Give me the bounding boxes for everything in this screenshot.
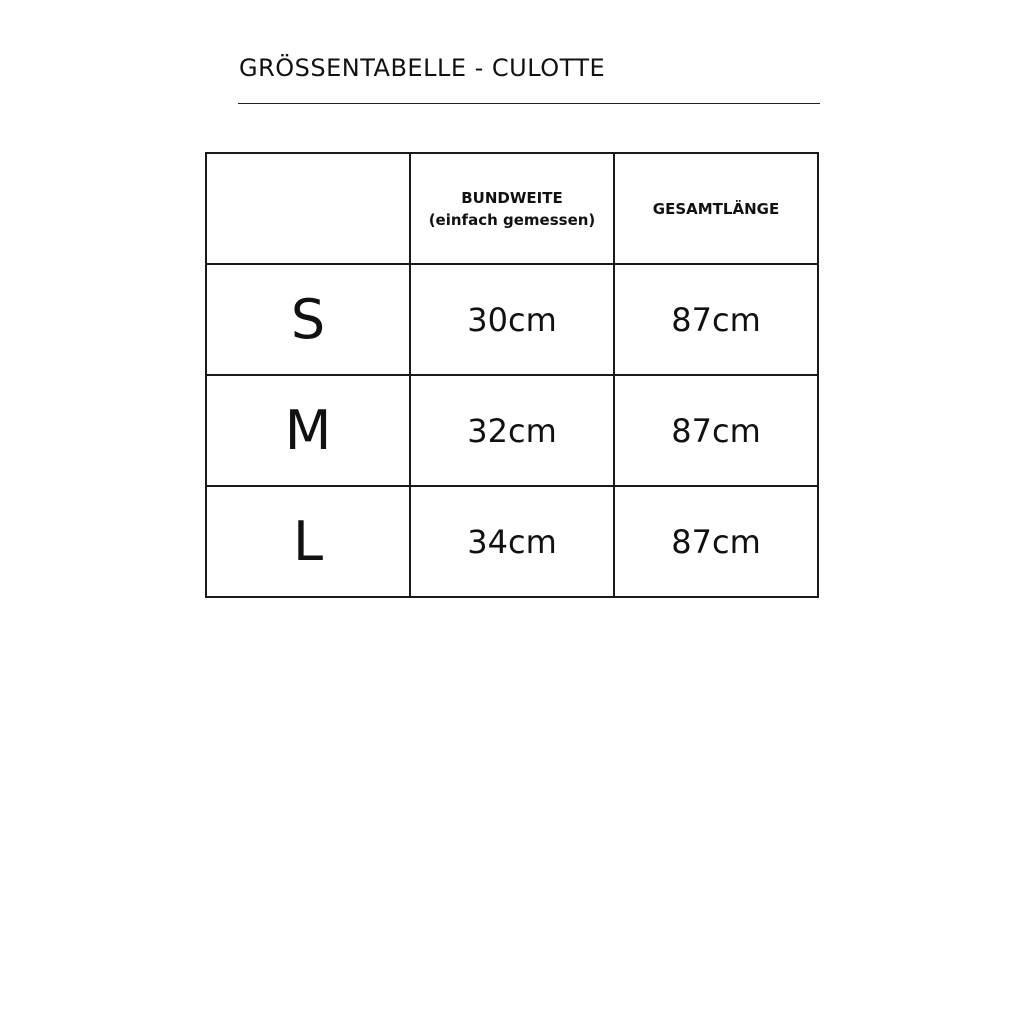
size-label: L bbox=[206, 486, 410, 597]
bundweite-value: 34cm bbox=[410, 486, 614, 597]
page-title: GRÖSSENTABELLE - CULOTTE bbox=[239, 54, 606, 82]
header-gesamtlaenge: GESAMTLÄNGE bbox=[614, 153, 818, 264]
header-bundweite-label: BUNDWEITE bbox=[461, 188, 563, 207]
gesamtlaenge-value: 87cm bbox=[614, 375, 818, 486]
gesamtlaenge-value: 87cm bbox=[614, 264, 818, 375]
title-divider bbox=[238, 103, 820, 104]
size-label: M bbox=[206, 375, 410, 486]
table-header-row bbox=[206, 153, 818, 264]
gesamtlaenge-value: 87cm bbox=[614, 486, 818, 597]
table-row bbox=[206, 375, 818, 486]
size-table bbox=[205, 152, 819, 598]
header-bundweite-note: (einfach gemessen) bbox=[428, 210, 596, 229]
bundweite-value: 30cm bbox=[410, 264, 614, 375]
bundweite-value: 32cm bbox=[410, 375, 614, 486]
table-row bbox=[206, 486, 818, 597]
size-label: S bbox=[206, 264, 410, 375]
table-row bbox=[206, 264, 818, 375]
header-bundweite bbox=[410, 153, 614, 264]
header-corner-cell bbox=[206, 153, 410, 264]
